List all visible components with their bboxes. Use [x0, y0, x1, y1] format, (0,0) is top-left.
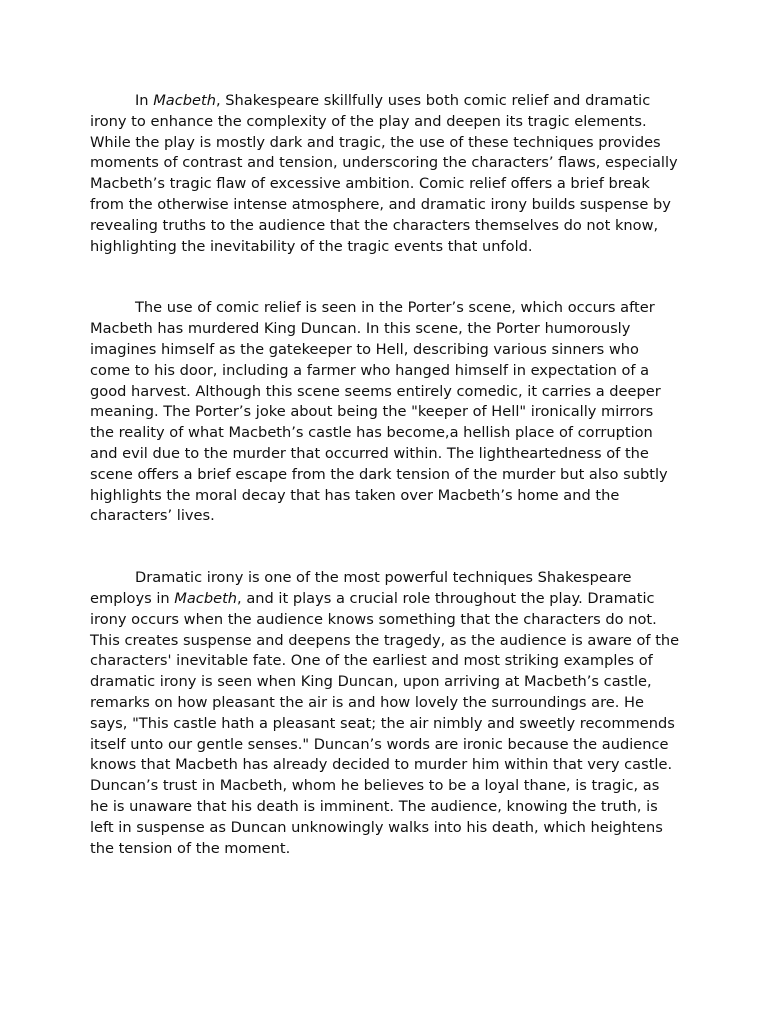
paragraph-text: , and it plays a crucial role throughout the play. Dramatic irony occurs when the audience knows something that the characters do not. This creates suspense and deepens the tragedy, as the audience is aware of the characters' inevitable fate. One of the earliest and most striking examples of dramatic irony is seen when King Duncan, upon arriving at Macbeth’s castle, remarks on how pleasant the air is and how lovely the surroundings are. He says, "This castle hath a pleasant seat; the air nimbly and sweetly recommends itself unto our gentle senses." Duncan’s words are ironic because the audience knows that Macbeth has already decided to murder him within that very castle. Duncan’s trust in Macbeth, whom he believes to be a loyal thane, is tragic, as he is unaware that his death is imminent. The audience, knowing the truth, is left in suspense as Duncan unknowingly walks into his death, which heightens the tension of the moment. — [90, 589, 680, 857]
document-page — [90, 91, 680, 859]
play-title: Macbeth — [153, 92, 216, 109]
paragraph-text: , Shakespeare skillfully uses both comic relief and dramatic irony to enhance the complexity of the play and deepen its tragic elements. While the play is mostly dark and tragic, the use of these techniques provides moments of contrast and tension, underscoring the characters’ flaws, especially Macbeth’s tragic flaw of excessive ambition. Comic relief offers a brief break from the otherwise intense atmosphere, and dramatic irony builds suspense by revealing truths to the audience that the characters themselves do not know, highlighting the inevitability of the tragic events that unfold. — [90, 92, 678, 255]
paragraph-text: In — [135, 92, 154, 109]
paragraph-comic-relief — [90, 298, 680, 527]
paragraph-text: Dramatic irony is one of the most powerful techniques Shakespeare employs in — [90, 569, 632, 607]
play-title: Macbeth — [174, 589, 238, 607]
paragraph-intro — [90, 91, 680, 257]
paragraph-text: The use of comic relief is seen in the Porter’s scene, which occurs after Macbeth has murdered King Duncan. In this scene, the Porter humorously imagines himself as the gatekeeper to Hell, describing various sinners who come to his door, including a farmer who hanged himself in expectation of a good harvest. Although this scene seems entirely comedic, it carries a deeper meaning. The Porter’s joke about being the "keeper of Hell" ironically mirrors the reality of what Macbeth’s castle has become,a hellish place of corruption and evil due to the murder that occurred within. The lightheartedness of the scene offers a brief escape from the dark tension of the murder but also subtly highlights the moral decay that has taken over Macbeth’s home and the characters’ lives. — [90, 299, 668, 525]
paragraph-dramatic-irony — [90, 568, 680, 859]
